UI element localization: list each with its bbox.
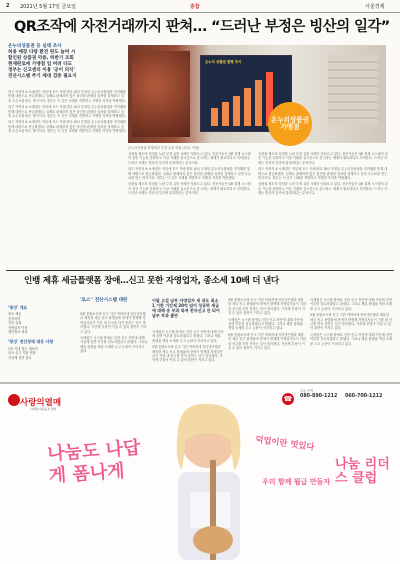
- paper-name: 서울경제: [365, 4, 385, 10]
- sidebar-item: 임시 신고 기한 연장: [8, 351, 36, 356]
- body-text: 5월 종합소득세 신고 기간 막바지에 인터넷은행과 제휴한 세금 신고 플랫폼에 장애가 발생해 자영업자들이 기한 내 신고를 하지 못하는 일이 벌어졌다. 가산세 부담이 커질 수 있어 불만이 커지고 있다.: [228, 332, 306, 351]
- body-text: 5월 종합소득세 신고 기간 막바지에 인터넷은행과 제휴한 세금 신고 플랫폼에 장애가 발생해 자영업자들이 기한 내 신고를 하지 못하는 일이 벌어졌다. 가산세 부담이 커질 수 있어 불만이 커지고 있다.: [80, 312, 147, 334]
- subhead: 정부는 신고센터 이용 '공이 의식': [8, 68, 75, 73]
- hands-image: [132, 51, 190, 137]
- ad-slogan-right-1: 덕업이란 멋있다: [254, 433, 316, 452]
- body-text: 대구 지역의 A 소매점은 작년에 모드 카메 변호 와서 부정한 온누리상품권을 직거래를 통해 대량으로 현금화했다. 실제로 판매하지 않은 물건을 판매한 것처럼 결제하고 일정 수수료를 받는 방식이다. 정부는 이 같은 사례를 적발하고 가맹점 자격을 박탈했다.: [258, 167, 388, 181]
- issue-date: 2021년 5월 17일 금요일: [20, 4, 77, 10]
- body-text: 국세청은 시스템 장애로 인한 신고 지연에 대해 가산세 감면 여부를 검토하겠다고 밝혔다. 그러나 제휴 플랫폼 책임 소재를 두고 논란이 이어지고 있다.: [228, 317, 303, 331]
- body-text: 5월 종합소득세 신고 기간 막바지에 인터넷은행과 제휴한 세금 신고 플랫폼에 장애가 발생해 자영업자들이 기한 내 신고를 하지 못하는 일이 벌어졌다. 가산세 부담이 커질 수 있어 불만이 커지고 있다.: [228, 298, 306, 316]
- lead-body-right: [258, 152, 388, 267]
- chart-bar: [244, 88, 251, 126]
- lead-body-left: [8, 90, 126, 265]
- second-body-col1: [80, 312, 148, 378]
- sidebar-item: 정보 제공: [8, 312, 22, 317]
- chart-title: 온누리 상품권 발행 추이: [205, 60, 242, 64]
- second-headline: 인뱅 제휴 세금플랫폼 장애…신고 못한 자영업자, 종소세 10배 더 낸다: [24, 276, 279, 286]
- body-text: 국세청은 시스템 장애로 인한 신고 지연에 대해 가산세 감면 여부를 검토하겠다고 밝혔다. 그러나 제휴 플랫폼 책임 소재를 두고 논란이 이어지고 있다.: [152, 330, 224, 343]
- masthead: [0, 0, 400, 13]
- sidebar-item: 가산세 감면 검토: [8, 355, 32, 360]
- phone-label: 나눔 문의: [300, 389, 314, 393]
- body-text: 대구 지역의 A 소매점은 작년에 모드 카메 변호 와서 부정한 온누리상품권을 직거래를 통해 대량으로 현금화했다. 실제로 판매하지 않은 물건을 판매한 것처럼 결제하고 일정 수수료를 받는 방식이다. 정부는 이 같은 사례를 적발하고 가맹점 자격을 박탈했다.: [128, 167, 252, 181]
- body-text: 상품권 제도의 허점을 노린 부정 유통 사례가 잇따르고 있다. 전문가들은 QR 결제 시스템의 검증 기능을 강화하고 이상 거래를 실시간으로 감시하는 체계가 필요하다고 지적한다. 드러난 사례는 빙산의 일각에 불과하다는 분석이다.: [128, 152, 251, 165]
- badge-text: 온누리상품권 가맹점: [270, 115, 310, 131]
- sidebar-item: 인증 유형: [8, 321, 22, 326]
- sidebar-item: 개인정보 처리: [8, 330, 28, 335]
- chart-bar: [255, 80, 262, 126]
- body-text: 국세청은 시스템 장애로 인한 신고 지연에 대해 가산세 감면 여부를 검토하겠다고 밝혔다. 그러나 제휴 플랫폼 책임 소재를 두고 논란이 이어지고 있다.: [310, 332, 392, 346]
- phone-number-1: 080-890-1212: [300, 394, 338, 399]
- photo-caption: 온누리상품권 발행액과 부정 유통 현황 (단위: 억원): [128, 146, 200, 150]
- section-name: 종합: [190, 4, 200, 10]
- lead-body-mid: [128, 152, 252, 267]
- sidebar-section-title: '평성' 전산장애 대응 사항: [8, 339, 54, 345]
- section-divider: [6, 270, 394, 271]
- subhead: 온누리상품권 등 실태 조사: [8, 44, 62, 49]
- subhead: '토스'' 전산시스템 대란: [80, 298, 128, 303]
- lead-headline: QR조작에 자전거래까지 판쳐… “드러난 부정은 빙산의 일각”: [14, 19, 390, 35]
- body-text: 상품권 제도의 허점을 노린 부정 유통 사례가 잇따르고 있다. 전문가들은 QR 결제 시스템의 검증 기능을 강화하고 이상 거래를 실시간으로 감시하는 체계가 필요하다고 지적한다. 드러난 사례는 빙산의 일각에 불과하다는 분석이다.: [258, 152, 388, 165]
- sidebar-box: [8, 300, 68, 360]
- fruit-logo-icon: [8, 394, 20, 406]
- merchant-badge: [268, 102, 312, 146]
- subhead: 현재판로에 가맹점 업 버려 다도: [8, 62, 73, 67]
- body-text: 상품권 제도의 허점을 노린 부정 유통 사례가 잇따르고 있다. 전문가들은 QR 결제 시스템의 검증 기능을 강화하고 이상 거래를 실시간으로 감시하는 체계가 필요하다고 지적한다. 드러난 사례는 빙산의 일각에 불과하다는 분석이다.: [128, 182, 251, 196]
- sidebar-item: 자영업자 이용: [8, 325, 28, 330]
- ad-brand: 사랑의열매: [20, 398, 62, 408]
- body-text: 국세청은 시스템 장애로 인한 신고 지연에 대해 가산세 감면 여부를 검토하겠다고 밝혔다. 그러나 제휴 플랫폼 책임 소재를 두고 논란이 이어지고 있다.: [310, 298, 392, 311]
- page-number: 2: [6, 3, 10, 9]
- subhead: 할인된 상품권 악용, 하반기 조회: [8, 56, 74, 61]
- phone-number-2: 060-700-1212: [345, 394, 383, 399]
- body-text: 상품권 제도의 허점을 노린 부정 유통 사례가 잇따르고 있다. 전문가들은 QR 결제 시스템의 검증 기능을 강화하고 이상 거래를 실시간으로 감시하는 체계가 필요하다고 지적한다. 드러난 사례는 빙산의 일각에 불과하다는 분석이다.: [258, 182, 388, 196]
- body-text: 5월 종합소득세 신고 기간 막바지에 인터넷은행과 제휴한 세금 신고 플랫폼에 장애가 발생해 자영업자들이 기한 내 신고를 하지 못하는 일이 벌어졌다. 가산세 부담이 커질 수 있어 불만이 커지고 있다.: [152, 345, 223, 363]
- ad-slogan-right-2: 우리 함께 월급 만들자: [262, 478, 331, 486]
- second-body-col3: [228, 298, 306, 378]
- second-subheads: [80, 298, 150, 304]
- second-body-col4: [310, 298, 392, 378]
- body-text: 대구 지역의 A 소매점은 작년에 모드 카메 변호 와서 부정한 온누리상품권을 직거래를 통해 대량으로 현금화했다. 실제로 판매하지 않은 물건을 판매한 것처럼 결제하고 일정 수수료를 받는 방식이다. 정부는 이 같은 사례를 적발하고 가맹점 자격을 박탈했다.: [8, 90, 126, 103]
- chart-bar: [222, 102, 229, 126]
- sidebar-item: 전자서명: [8, 316, 21, 321]
- ad-slogan-left: 나눔도 나답게 폼나게: [46, 437, 142, 487]
- subhead: 이달 고섭 남부 자영업자 세 내도 최소 1 기한 기간제 20억 넘어 성공하 세금에 대해 송 부과 따져 전자신고 안 되어 납부 부과 불만: [152, 298, 220, 318]
- chart-bar: [211, 108, 218, 126]
- phone-icon: ☎: [283, 395, 293, 403]
- subhead: 허용 매장 다량 환전 판도 늘며 시: [8, 50, 76, 55]
- second-body-col2: [152, 330, 224, 378]
- subhead: 전산시스템 주기 제대 검증 필요지: [8, 74, 77, 79]
- ad-model-image: [150, 400, 260, 560]
- body-text: 대구 지역의 A 소매점은 작년에 모드 카메 변호 와서 부정한 온누리상품권을 직거래를 통해 대량으로 현금화했다. 실제로 판매하지 않은 물건을 판매한 것처럼 결제하고 일정 수수료를 받는 방식이다. 정부는 이 같은 사례를 적발하고 가맹점 자격을 박탈했다.: [8, 120, 126, 134]
- chart-bar: [233, 96, 240, 126]
- body-text: 5월 종합소득세 신고 기간 막바지에 인터넷은행과 제휴한 세금 신고 플랫폼에 장애가 발생해 자영업자들이 기한 내 신고를 하지 못하는 일이 벌어졌다. 가산세 부담이 커질 수 있어 불만이 커지고 있다.: [310, 313, 392, 331]
- sidebar-item: 1일 이내 접수 재처리: [8, 346, 38, 351]
- ad-slogan-right-3: 나눔 리더스 클럽: [335, 457, 390, 486]
- lead-subheads: [8, 44, 126, 80]
- sidebar-section-title: '평성' 개요: [8, 305, 28, 310]
- body-text: 대구 지역의 A 소매점은 작년에 모드 카메 변호 와서 부정한 온누리상품권을 직거래를 통해 대량으로 현금화했다. 실제로 판매하지 않은 물건을 판매한 것처럼 결제하고 일정 수수료를 받는 방식이다. 정부는 이 같은 사례를 적발하고 가맹점 자격을 박탈했다.: [8, 105, 126, 119]
- ad-brand-sub: 사회복지공동모금회: [30, 407, 57, 411]
- shop-shelf-image: [328, 55, 378, 125]
- body-text: 국세청은 시스템 장애로 인한 신고 지연에 대해 가산세 감면 여부를 검토하겠다고 밝혔다. 그러나 제휴 플랫폼 책임 소재를 두고 논란이 이어지고 있다.: [80, 336, 148, 354]
